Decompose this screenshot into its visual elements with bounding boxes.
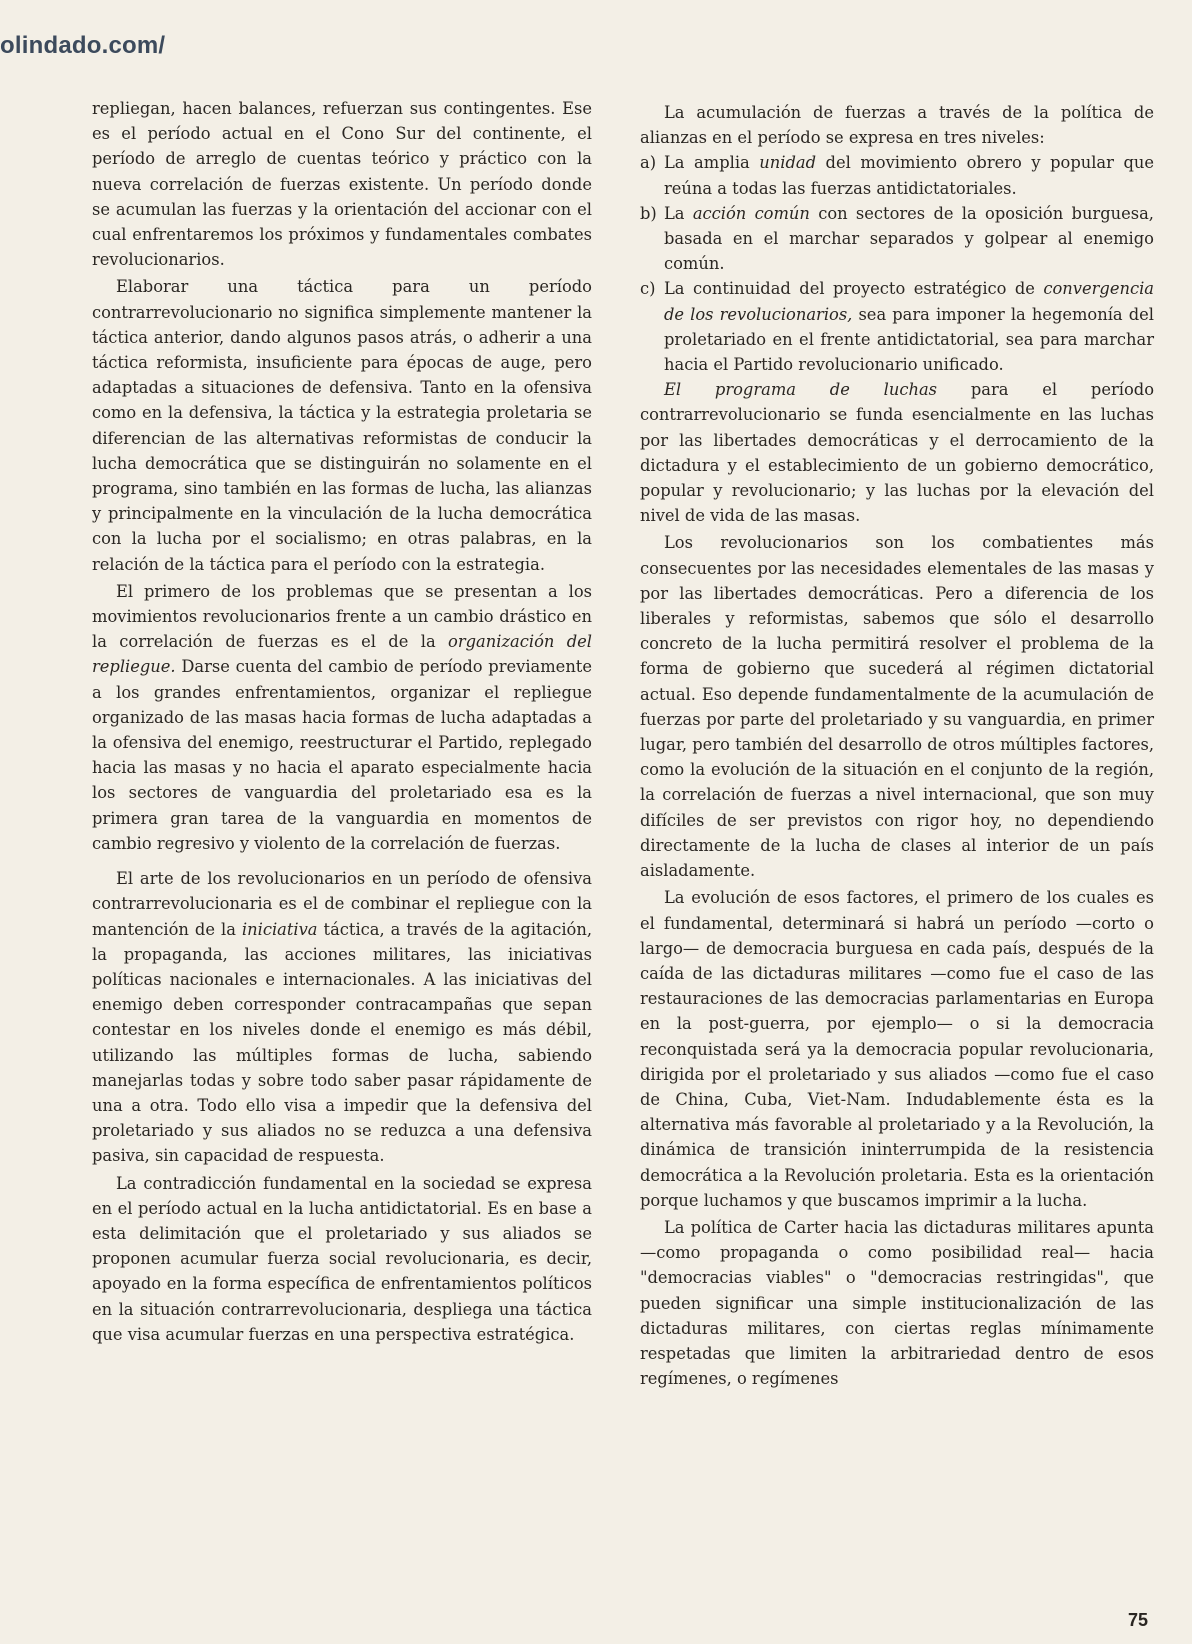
alliances-list bbox=[640, 150, 1154, 377]
list-item bbox=[640, 276, 1154, 377]
text-run: para el período contrarrevolucionario se funda esencialmente en las luchas por las libertades democráticas y el derrocamiento de la dictadura y el establecimiento de un gobierno democrático, popular y revolucionario; y las luchas por la elevación del nivel de vida de las masas. bbox=[640, 380, 1154, 526]
emphasis: El programa de luchas bbox=[664, 380, 938, 400]
emphasis: iniciativa bbox=[241, 919, 318, 939]
text-run: táctica, a través de la agitación, la propaganda, las acciones militares, las iniciativas políticas nacionales e internacionales. A las iniciativas del enemigo deben corresponder contracampañas que sepan contestar en los niveles donde el enemigo es más débil, utilizando las múltiples formas de lucha, sabiendo manejarlas todas y sobre todo saber pasar rápidamente de una a otra. Todo ello visa a impedir que la defensiva del proletariado y sus aliados no se reduzca a una defensiva pasiva, sin capacidad de respuesta. bbox=[92, 919, 592, 1166]
text-run: La amplia bbox=[664, 153, 760, 173]
paragraph: Los revolucionarios son los combatientes más consecuentes por las necesidades elementales de las masas y por las libertades democráticas. Pero a diferencia de los liberales y reformistas, sabemos que sólo el desarrollo concreto de la lucha permitirá resolver el problema de la forma de gobierno que sucederá al régimen dictatorial actual. Eso depende fundamentalmente de la acumulación de fuerzas por parte del proletariado y su vanguardia, en primer lugar, pero también del desarrollo de otros múltiples factores, como la evolución de la situación en el conjunto de la región, la correlación de fuerzas a nivel internacional, que son muy difíciles de ser previstos con rigor hoy, no dependiendo directamente de la lucha de clases al interior de un país aisladamente. bbox=[640, 533, 1154, 881]
text-run: La continuidad del proyecto estratégico de bbox=[664, 279, 1044, 299]
paragraph: La contradicción fundamental en la sociedad se expresa en el período actual en la lucha antidictatorial. Es en base a esta delimitación que el proletariado y sus aliados se proponen acumular fuerza social revolucionaria, es decir, apoyado en la forma específica de enfrentamientos políticos en la situación contrarrevolucionaria, despliega una táctica que visa acumular fuerzas en una perspectiva estratégica. bbox=[92, 1173, 592, 1344]
text-run: con sectores de la oposición burguesa, basada en el marchar separados y golpear al enemigo común. bbox=[664, 203, 1154, 274]
paragraph bbox=[92, 579, 592, 856]
emphasis: acción común bbox=[692, 203, 810, 223]
left-column bbox=[92, 96, 592, 1347]
emphasis: unidad bbox=[759, 153, 816, 173]
text-run: sea para imponer la hegemonía del proletariado en el frente antidictatorial, sea para marchar hacia el Partido revolucionario unificado. bbox=[664, 304, 1154, 375]
paragraph bbox=[640, 377, 1154, 528]
text-run: La bbox=[664, 203, 693, 223]
text-run: El arte de los revolucionarios en un período de ofensiva contrarrevolucionaria es el de combinar el repliegue con la mantención de la bbox=[92, 869, 592, 939]
paragraph: repliegan, hacen balances, refuerzan sus contingentes. Ese es el período actual en el Cono Sur del continente, el período de arreglo de cuentas teórico y práctico con la nueva correlación de fuerzas existente. Un período donde se acumulan las fuerzas y la orientación del accionar con el cual enfrentaremos los próximos y fundamentales combates revolucionarios. bbox=[92, 99, 592, 270]
list-marker: a) bbox=[640, 153, 657, 173]
list-marker: b) bbox=[640, 203, 657, 223]
text-run: Darse cuenta del cambio de período previamente a los grandes enfrentamientos, organizar el repliegue organizado de las masas hacia formas de lucha adaptadas a la ofensiva del enemigo, reestructurar el Partido, replegado hacia las masas y no hacia el aparato especialmente hacia los sectores de vanguardia del proletariado esa es la primera gran tarea de la vanguardia en momentos de cambio regresivo y violento de la correlación de fuerzas. bbox=[92, 657, 592, 853]
page-number: 75 bbox=[1128, 1610, 1149, 1630]
list-marker: c) bbox=[640, 279, 656, 299]
paragraph bbox=[92, 866, 592, 1168]
paragraph: La acumulación de fuerzas a través de la política de alianzas en el período se expresa en tres niveles: bbox=[640, 103, 1154, 148]
watermark-url: olindado.com/ bbox=[0, 32, 166, 59]
emphasis: organización del repliegue. bbox=[92, 632, 592, 677]
text-run: El primero de los problemas que se presentan a los movimientos revolucionarios frente a un cambio drástico en la correlación de fuerzas es el de la bbox=[92, 581, 592, 652]
paragraph: Elaborar una táctica para un período contrarrevolucionario no significa simplemente mantener la táctica anterior, dando algunos pasos atrás, o adherir a una táctica reformista, insuficiente para épocas de auge, pero adaptadas a situaciones de defensiva. Tanto en la ofensiva como en la defensiva, la táctica y la estrategia proletaria se diferencian de las alternativas reformistas de conducir la lucha democrática que se distinguirán no solamente en el programa, sino también en las formas de lucha, las alianzas y principalmente en la vinculación de la lucha democrática con la lucha por el socialismo; en otras palabras, en la relación de la táctica para el período con la estrategia. bbox=[92, 277, 592, 574]
paragraph: La evolución de esos factores, el primero de los cuales es el fundamental, determinará si habrá un período —corto o largo— de democracia burguesa en cada país, después de la caída de las dictaduras militares —como fue el caso de las restauraciones de las democracias parlamentarias en Europa en la post-guerra, por ejemplo— o si la democracia reconquistada será ya la democracia popular revolucionaria, dirigida por el proletariado y sus aliados —como fue el caso de China, Cuba, Viet-Nam. Indudablemente ésta es la alternativa más favorable al proletariado y a la Revolución, la dinámica de transición ininterrumpida de la resistencia democrática a la Revolución proletaria. Esta es la orientación porque luchamos y que buscamos imprimir a la lucha. bbox=[640, 888, 1154, 1210]
emphasis: convergencia de los revolucionarios, bbox=[664, 279, 1154, 324]
right-column bbox=[640, 100, 1154, 1391]
list-item bbox=[640, 201, 1154, 277]
text-run: del movimiento obrero y popular que reúna a todas las fuerzas antidictatoriales. bbox=[664, 153, 1154, 198]
paragraph: La política de Carter hacia las dictaduras militares apunta —como propaganda o como posibilidad real— hacia "democracias viables" o "democracias restringidas", que pueden significar una simple institucionalización de las dictaduras militares, con ciertas reglas mínimamente respetadas que limiten la arbitrariedad dentro de esos regímenes, o regímenes bbox=[640, 1217, 1154, 1389]
list-item bbox=[640, 150, 1154, 200]
